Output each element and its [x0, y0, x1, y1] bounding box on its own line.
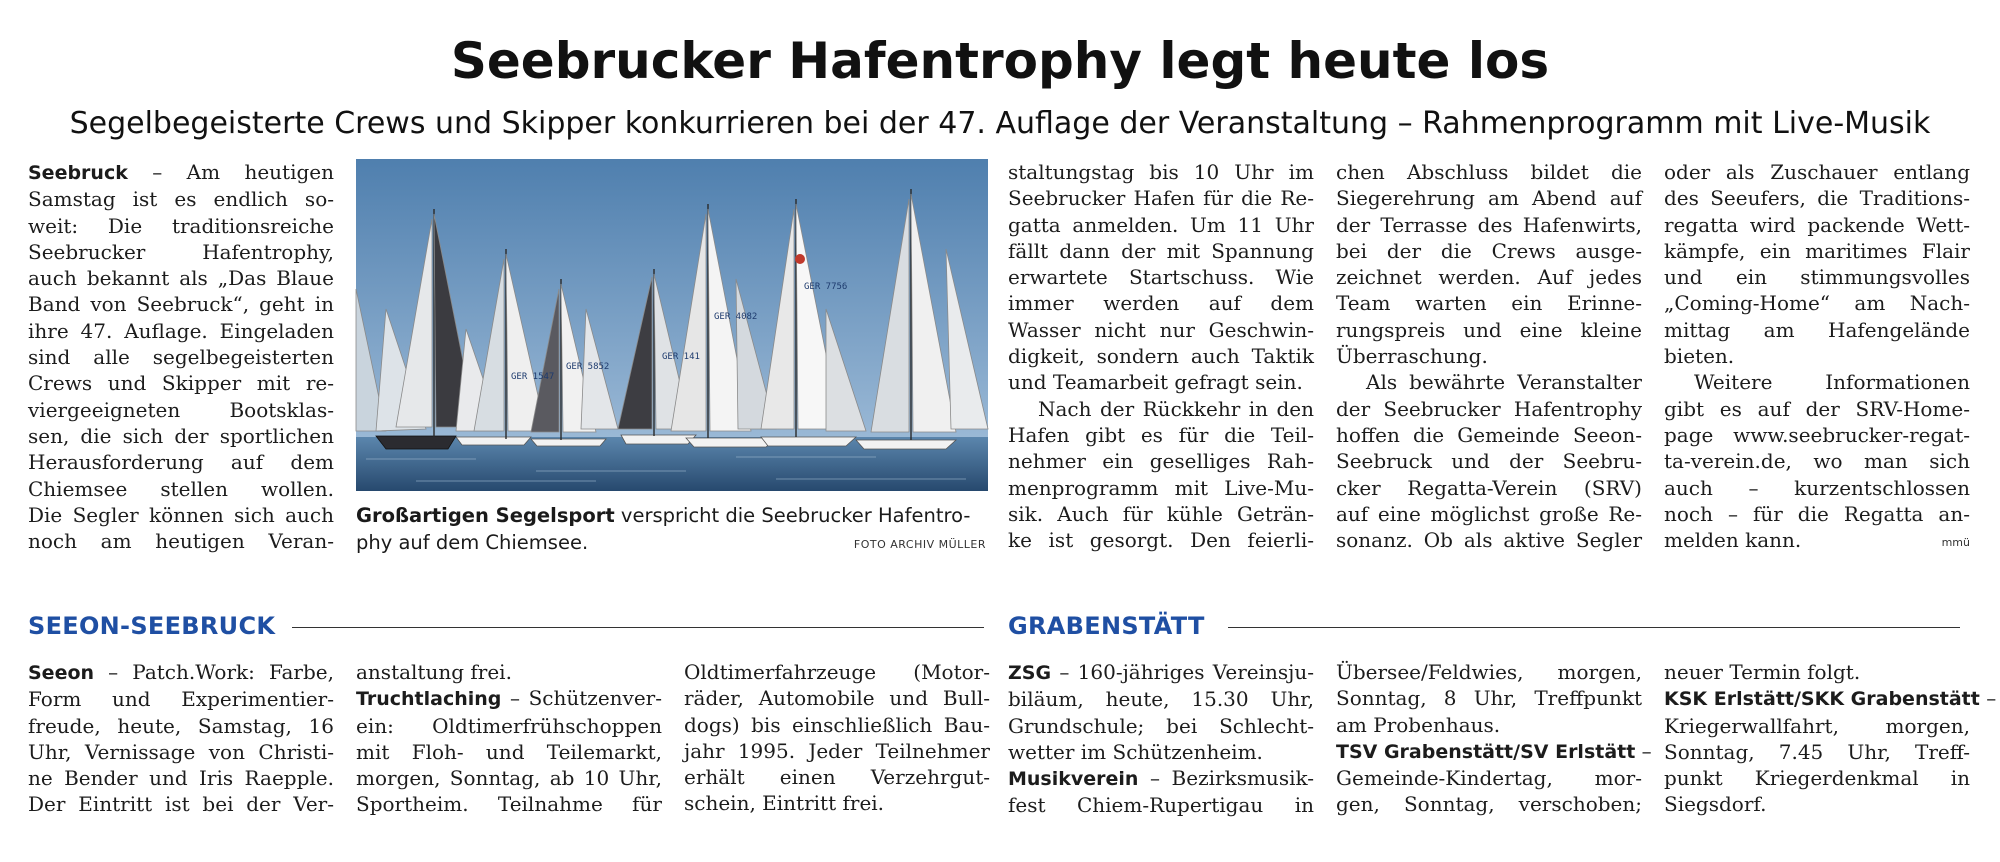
dateline: Seebruck: [28, 162, 128, 184]
text-line: ke ist gesorgt. Den feierli-: [1008, 528, 1314, 553]
text-line: digkeit, sondern auch Taktik: [1008, 344, 1314, 369]
text-line: biläum, heute, 15.30 Uhr,: [1008, 687, 1314, 712]
text-line: gatta anmelden. Um 11 Uhr: [1008, 212, 1314, 237]
text-line: auch – kurzentschlossen: [1664, 475, 1970, 500]
text-line: Hafen gibt es für die Teil-: [1008, 422, 1314, 447]
text-line: rungspreis und eine kleine: [1336, 317, 1642, 342]
text-line: Chiemsee stellen wollen.: [28, 476, 334, 501]
article-column-4: [1664, 159, 1970, 553]
text-line: Nach der Rückkehr in den: [1038, 396, 1314, 421]
text-line: „Coming-Home“ am Nach-: [1664, 291, 1970, 316]
sail-number: GER 7756: [804, 282, 848, 292]
text-line: ne Bender und Iris Raepple.: [28, 766, 334, 791]
sail-number: GER 5852: [566, 362, 610, 372]
text-line: Truchtlaching – Schützenver-: [356, 686, 662, 711]
text-line: sonanz. Ob als aktive Segler: [1336, 528, 1642, 553]
entry-lead: Seeon: [28, 662, 95, 684]
grabenstaett-column-1: [1008, 659, 1314, 819]
text-line: ZSG – 160-jähriges Vereinsju-: [1008, 660, 1314, 684]
text-line: Siegerehrung am Abend auf: [1336, 186, 1642, 211]
article-column-2: [1008, 159, 1314, 553]
text-line: und Teamarbeit gefragt sein.: [1008, 370, 1303, 395]
text-line: immer werden auf dem: [1008, 291, 1314, 316]
section-rule: [292, 627, 984, 628]
text-line: Wasser nicht nur Geschwin-: [1008, 317, 1314, 342]
text-line: freude, heute, Samstag, 16: [28, 713, 334, 738]
text-line: erhält einen Verzehrgut-: [684, 765, 990, 790]
text-line: KSK Erlstätt/SKK Grabenstätt –: [1664, 686, 1997, 711]
seeon-column-3: [684, 659, 990, 817]
section-title-grabenstaett: GRABENSTÄTT: [1008, 612, 1205, 640]
text-line: anstaltung frei.: [356, 660, 512, 684]
text-line: Uhr, Vernissage von Christi-: [28, 739, 334, 764]
text-line: noch – für die Regatta an-: [1664, 501, 1970, 526]
text-line: räder, Automobile und Bull-: [684, 686, 990, 711]
text-line: TSV Grabenstätt/SV Erlstätt –: [1336, 738, 1652, 763]
text-line: dogs) bis einschließlich Bau-: [684, 712, 990, 737]
article-headline: Seebrucker Hafentrophy legt heute los: [450, 32, 1550, 90]
text-line: chen Abschluss bildet die: [1336, 160, 1642, 184]
text-line: nehmer ein geselliges Rah-: [1008, 449, 1314, 474]
text-line: ta-verein.de, wo man sich: [1664, 449, 1970, 474]
text-line: mittag am Hafengelände: [1664, 317, 1970, 342]
text-line: Sonntag, 8 Uhr, Treffpunkt: [1336, 686, 1642, 711]
text-line: Musikverein – Bezirksmusik-: [1008, 766, 1314, 791]
text-line: jahr 1995. Jeder Teilnehmer: [684, 738, 990, 763]
text-line: regatta wird packende Wett-: [1664, 212, 1970, 237]
text-line: gibt es auf der SRV-Home-: [1664, 396, 1970, 421]
text-line: noch am heutigen Veran-: [28, 529, 334, 554]
text-line: Als bewährte Veranstalter: [1366, 370, 1642, 395]
sail-number: GER 4082: [714, 312, 758, 322]
entry-lead: KSK Erlstätt/SKK Grabenstätt: [1664, 688, 1980, 711]
text-line: staltungstag bis 10 Uhr im: [1008, 160, 1314, 184]
text-line: Sonntag, 7.45 Uhr, Treff-: [1664, 739, 1970, 764]
text-line: fällt dann der mit Spannung: [1008, 238, 1314, 263]
photo-credit: FOTO ARCHIV MÜLLER: [853, 538, 986, 551]
text-line: ein: Oldtimerfrühschoppen: [356, 713, 662, 738]
text-line: der Seebrucker Hafentrophy: [1336, 396, 1642, 421]
text-line: weit: Die traditionsreiche: [28, 213, 334, 238]
text-line: melden kann.: [1664, 528, 1802, 553]
caption-text: phy auf dem Chiemsee.: [356, 531, 589, 554]
text-line: Überraschung.: [1336, 344, 1488, 369]
text-line: hoffen die Gemeinde Seeon-: [1336, 422, 1642, 447]
text-line: Seebrucker Hafentrophy,: [28, 239, 334, 264]
text-line: schein, Eintritt frei.: [684, 791, 885, 816]
text-line: bei der die Crews ausge-: [1336, 238, 1642, 263]
grabenstaett-column-2: [1336, 659, 1652, 818]
text-line: auf eine möglichst große Re-: [1336, 501, 1642, 526]
sail-number: GER 141: [662, 352, 700, 362]
seeon-column-1: [28, 659, 334, 818]
entry-lead: Musikverein: [1008, 768, 1139, 791]
text-line: auch bekannt als „Das Blaue: [28, 266, 334, 291]
regatta-photo: [356, 159, 988, 491]
text-line: Seebruck – Am heutigen: [28, 160, 334, 184]
text-line: zeichnet werden. Auf jedes: [1336, 265, 1642, 290]
text-line: gen, Sonntag, verschoben;: [1336, 792, 1642, 817]
text-line: Seebrucker Hafen für die Re-: [1008, 186, 1314, 211]
text-line: morgen, Sonntag, ab 10 Uhr,: [356, 766, 662, 791]
text-line: Form und Experimentier-: [28, 687, 334, 712]
text-line: bieten.: [1664, 344, 1735, 369]
text-line: viergeeigneten Bootsklas-: [28, 397, 334, 422]
text-line: Grundschule; bei Schlecht-: [1008, 713, 1314, 738]
text-line: Herausforderung auf dem: [28, 450, 334, 475]
text-line: des Seeufers, die Traditions-: [1664, 186, 1970, 211]
text-line: wetter im Schützenheim.: [1008, 739, 1263, 764]
entry-lead: ZSG: [1008, 662, 1052, 684]
text-line: page www.seebrucker-regat-: [1664, 422, 1970, 447]
author-initials: mmü: [1941, 536, 1970, 549]
article-column-1: [28, 159, 334, 554]
text-line: sind alle segelbegeisterten: [28, 345, 334, 370]
text-line: Oldtimerfahrzeuge (Motor-: [684, 660, 990, 684]
text-line: erwartete Startschuss. Wie: [1008, 265, 1314, 290]
caption-lead: Großartigen Segelsport: [356, 504, 615, 527]
text-line: am Probenhaus.: [1336, 712, 1501, 737]
text-line: Band von Seebruck“, geht in: [28, 292, 334, 317]
text-line: oder als Zuschauer entlang: [1664, 160, 1970, 184]
text-line: menprogramm mit Live-Mu-: [1008, 475, 1314, 500]
text-line: der Terrasse des Hafenwirts,: [1336, 212, 1642, 237]
text-line: Kriegerwallfahrt, morgen,: [1664, 713, 1970, 738]
text-line: ihre 47. Auflage. Eingeladen: [28, 318, 334, 343]
sail-number: GER 1547: [511, 372, 555, 382]
text-line: punkt Kriegerdenkmal in: [1664, 766, 1970, 791]
section-rule: [1228, 627, 1960, 628]
text-line: cker Regatta-Verein (SRV): [1336, 475, 1642, 500]
text-line: mit Floh- und Teilemarkt,: [356, 739, 662, 764]
text-line: Weitere Informationen: [1694, 370, 1970, 395]
entry-lead: Truchtlaching: [356, 688, 502, 711]
entry-lead: TSV Grabenstätt/SV Erlstätt: [1336, 740, 1636, 763]
text-line: Der Eintritt ist bei der Ver-: [28, 792, 334, 817]
text-line: sik. Auch für kühle Geträn-: [1008, 501, 1314, 526]
text-line: fest Chiem-Rupertigau in: [1008, 793, 1314, 818]
text-line: neuer Termin folgt.: [1664, 660, 1861, 684]
text-line: und ein stimmungsvolles: [1664, 265, 1970, 290]
text-line: kämpfe, ein maritimes Flair: [1664, 238, 1970, 263]
text-line: Crews und Skipper mit re-: [28, 371, 334, 396]
section-title-seeon-seebruck: SEEON-SEEBRUCK: [28, 612, 276, 640]
text-line: Team warten ein Erinne-: [1336, 291, 1642, 316]
text-line: sen, die sich der sportlichen: [28, 423, 334, 448]
grabenstaett-column-3: [1664, 659, 1997, 818]
text-line: Siegsdorf.: [1664, 792, 1767, 817]
article-column-3: [1336, 159, 1642, 553]
text-line: Sportheim. Teilnahme für: [356, 792, 662, 817]
text-line: Übersee/Feldwies, morgen,: [1336, 660, 1642, 684]
caption-text: verspricht die Seebrucker Hafentro-: [614, 504, 971, 527]
text-line: Gemeinde-Kindertag, mor-: [1336, 766, 1642, 791]
text-line: Seebruck und der Seebru-: [1336, 449, 1642, 474]
text-line: Die Segler können sich auch: [28, 502, 334, 527]
article-subheadline: Segelbegeisterte Crews und Skipper konkurrieren bei der 47. Auflage der Veranstaltung – Rahmenprogramm mit Live-Musik: [69, 106, 1931, 141]
seeon-column-2: [356, 659, 662, 818]
text-line: Seeon – Patch.Work: Farbe,: [28, 660, 334, 684]
text-line: Samstag ist es endlich so-: [28, 187, 334, 212]
